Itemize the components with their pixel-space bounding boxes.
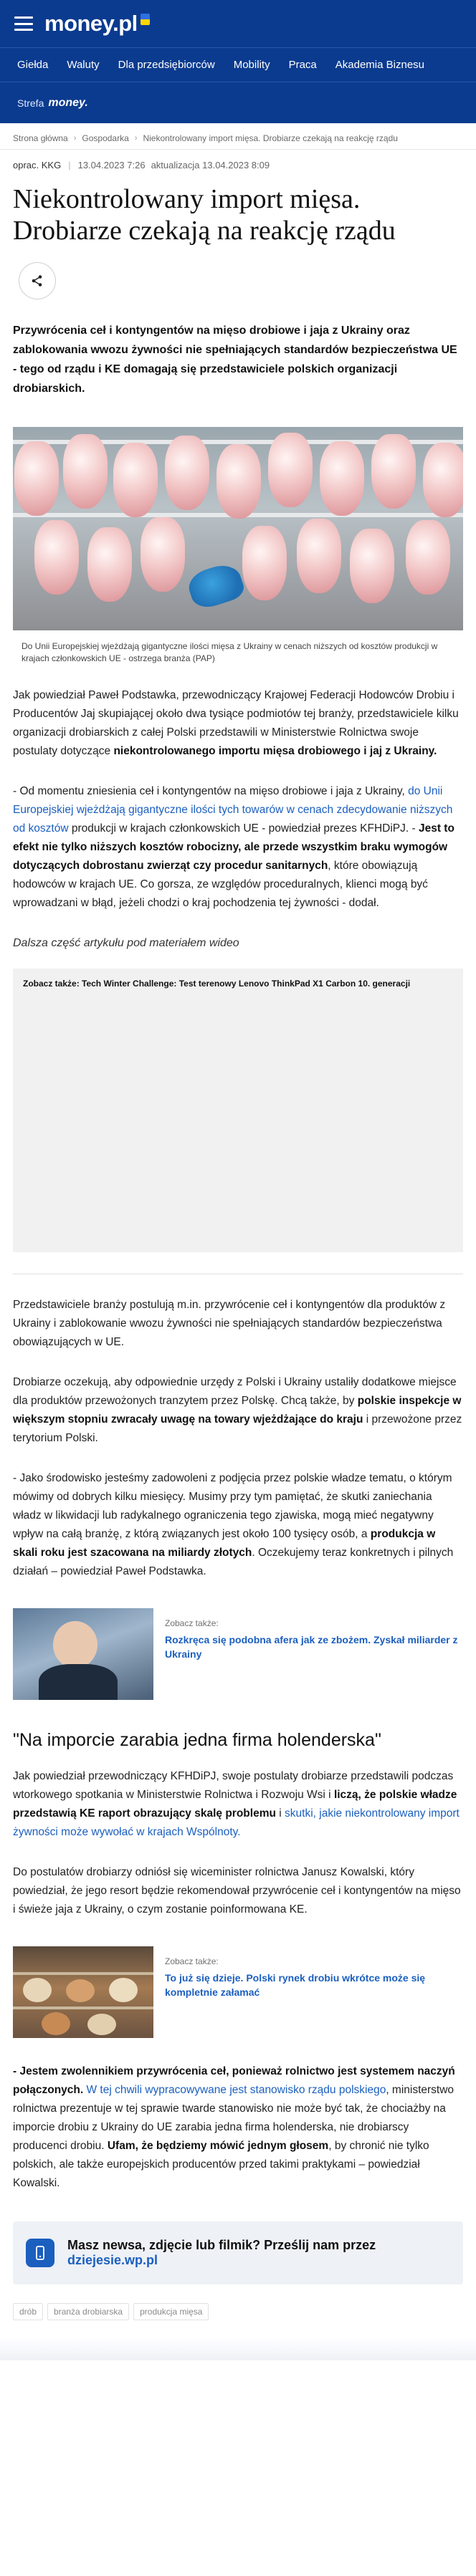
article-author: oprac. KKG: [13, 160, 62, 170]
paragraph-4: Drobiarze oczekują, aby odpowiednie urzędy z Polski i Ukrainy ustaliły dodatkowe miejsce dla produktów przewożonych tranzytem przez Polskę. Chcą także, by polskie inspekcje w większym stopniu zwracały uwagę na towary wjeżdżające do kraju i przewożone przez terytorium Polski.: [13, 1376, 462, 1444]
breadcrumb-gospodarka[interactable]: Gospodarka: [82, 133, 129, 143]
related-article-2[interactable]: [13, 1946, 463, 2038]
paragraph-7: Do postulatów drobiarzy odniósł się wiceminister rolnictwa Janusz Kowalski, który powiedział, że jego resort będzie rekomendował przywrócenie ceł i kontyngentów na mięso i świeże jaja z Ukrainy, o czym zostanie poinformowana KE.: [13, 1866, 461, 1916]
nav-akademia-biznesu[interactable]: Akademia Biznesu: [335, 59, 424, 71]
paragraph-8: - Jestem zwolennikiem przywrócenia ceł, ponieważ rolnictwo jest systemem naczyń połączonych. W tej chwili wypracowywane jest stanowisko rządu polskiego, ministerstwo rolnictwa prezentuje w tej sprawie twarde stanowisko nie może być tak, że chociażby na imporcie drobiu z Ukrainy do UE zarabia jedna firma holenderska, nie drobiarscy producenci drobiu. Ufam, że będziemy mówić jednym głosem, by chronić nie tylko polskich, ale także europejskich producentów przed takimi praktykami – powiedział Kowalski.: [13, 2065, 455, 2189]
top-header: [0, 0, 476, 47]
article-meta: [0, 150, 476, 170]
image-caption: Do Unii Europejskiej wjeżdżają gigantyczne ilości mięsa z Ukrainy w cenach niższych od kosztów produkcji w krajach członkowskich UE - ostrzega branża (PAP): [22, 641, 438, 663]
tag-list: [0, 2303, 476, 2320]
tag-produkcja-miesa[interactable]: produkcja mięsa: [133, 2303, 209, 2320]
tag-branza-drobiarska[interactable]: branża drobiarska: [47, 2303, 129, 2320]
paragraph-5: - Jako środowisko jesteśmy zadowoleni z podjęcia przez polskie władze tematu, o którym mówimy od dobrych kilku miesięcy. Musimy przy tym pamiętać, że skutki zaniechania władz w likwidacji lub radykalnego ograniczenia tego zjawiska, mogą mieć negatywny wpływ na całą branżę, z którą związanych jest około 100 tysięcy osób, a produkcja w skali roku jest szacowana na miliardy złotych. Oczekujemy teraz konkretnych i pilnych działań – powiedział Paweł Podstawka.: [13, 1472, 454, 1577]
article-lead: Przywrócenia ceł i kontyngentów na mięso drobiowe i jaja z Ukrainy oraz zablokowania wwozu żywności nie spełniających standardów bezpieczeństwa UE - tego od rządu i KE domagają się przedstawiciele polskich organizacji drobiarskich.: [13, 325, 457, 395]
share-button[interactable]: [19, 262, 56, 299]
related-label: Zobacz także:: [165, 1956, 219, 1966]
ukraine-flag-icon: [141, 14, 150, 25]
updated-date: aktualizacja 13.04.2023 8:09: [151, 160, 270, 170]
related-image-2: [13, 1946, 153, 2038]
link-skutki-importu[interactable]: skutki, jakie niekontrolowany import żywności może wywołać w krajach Wspólnoty.: [13, 1807, 460, 1838]
breadcrumb-home[interactable]: Strona główna: [13, 133, 68, 143]
video-note: Dalsza część artykułu pod materiałem wideo: [13, 937, 239, 949]
dziejesie-link[interactable]: dziejesie.wp.pl: [67, 2253, 158, 2267]
section-heading: "Na imporcie zarabia jedna firma holenderska": [13, 1730, 381, 1750]
article-title: Niekontrolowany import mięsa. Drobiarze czekają na reakcję rządu: [13, 184, 396, 246]
breadcrumb: [0, 123, 476, 150]
link-gigantyczne-ilosci[interactable]: do Unii Europejskiej wjeżdżają gigantyczne ilości tych towarów w cenach zdecydowanie niższych od kosztów: [13, 785, 453, 835]
nav-waluty[interactable]: Waluty: [67, 59, 100, 71]
share-icon: [31, 274, 44, 287]
logo-text: money.pl: [44, 11, 138, 36]
paragraph-1: Jak powiedział Paweł Podstawka, przewodniczący Krajowej Federacji Hodowców Drobiu i Producentów Jaj skupiającej około dwa tysiące podmiotów tej branży, przedstawiciele kilku organizacji drobiarskich z całej Polski przedstawili w Ministerstwie Rolnictwa swoje postulaty dotyczące niekontrolowanego importu mięsa drobiowego i jaj z Ukrainy.: [13, 689, 459, 757]
related-title: To już się dzieje. Polski rynek drobiu wkrótce może się kompletnie załamać: [165, 1972, 426, 1998]
meta-divider: |: [68, 160, 71, 170]
strefa-logo: money.: [48, 96, 88, 109]
chevron-right-icon: ›: [134, 134, 138, 143]
video-title: Zobacz także: Tech Winter Challenge: Test terenowy Lenovo ThinkPad X1 Carbon 10. generacji: [23, 979, 411, 989]
video-player[interactable]: [13, 969, 463, 1252]
published-date: 13.04.2023 7:26: [77, 160, 146, 170]
news-tip-box: [13, 2221, 463, 2284]
nav-mobility[interactable]: Mobility: [233, 59, 270, 71]
nav-dla-przedsiebiorcow[interactable]: Dla przedsiębiorców: [118, 59, 215, 71]
site-logo[interactable]: [44, 11, 150, 37]
news-tip-text: Masz newsa, zdjęcie lub filmik? Prześlij nam przez dziejesie.wp.pl: [67, 2238, 376, 2267]
nav-praca[interactable]: Praca: [288, 59, 317, 71]
main-navigation: [0, 47, 476, 82]
chevron-right-icon: ›: [73, 134, 77, 143]
link-stanowisko-rzadu[interactable]: W tej chwili wypracowywane jest stanowisko rządu polskiego: [86, 2084, 386, 2096]
related-image-1: [13, 1608, 153, 1700]
phone-camera-icon: [26, 2239, 54, 2267]
related-title: Rozkręca się podobna afera jak ze zbożem. Zyskał miliarder z Ukrainy: [165, 1634, 458, 1660]
article-main-image: [13, 427, 463, 630]
related-label: Zobacz także:: [165, 1618, 219, 1628]
footer-strip: [0, 2337, 476, 2360]
tag-drob[interactable]: drób: [13, 2303, 43, 2320]
related-article-1[interactable]: [13, 1608, 463, 1700]
nav-gielda[interactable]: Giełda: [17, 59, 49, 71]
breadcrumb-current: Niekontrolowany import mięsa. Drobiarze czekają na reakcję rządu: [143, 133, 398, 143]
paragraph-6: Jak powiedział przewodniczący KFHDiPJ, swoje postulaty drobiarze przedstawili podczas wtorkowego spotkania w Ministerstwie Rolnictwa i Rozwoju Wsi i liczą, że polskie władze przedstawią KE raport obrazujący skalę problemu i skutki, jakie niekontrolowany import żywności może wywołać w krajach Wspólnoty.: [13, 1770, 460, 1838]
hamburger-icon[interactable]: [14, 16, 33, 31]
paragraph-3: Przedstawiciele branży postulują m.in. przywrócenie ceł i kontyngentów dla produktów z Ukrainy i zablokowanie wwozu żywności nie spełniających standardów bezpieczeństwa obowiązujących w UE.: [13, 1299, 446, 1348]
strefa-money-link[interactable]: [0, 82, 476, 123]
paragraph-2: - Od momentu zniesienia ceł i kontyngentów na mięso drobiowe i jaja z Ukrainy, do Unii Europejskiej wjeżdżają gigantyczne ilości tych towarów w cenach zdecydowanie niższych od kosztów produkcji w krajach członkowskich UE - powiedział prezes KFHDiPJ. - Jest to efekt nie tylko niższych kosztów robocizny, ale przede wszystkim braku wymogów dotyczących dobrostanu zwierząt czy procedur sanitarnych, które obowiązują hodowców w krajach UE. Co gorsza, ze względów proceduralnych, klienci mogą być wprowadzani w błąd, jeżeli chodzi o kraj pochodzenia tej żywności - dodał.: [13, 785, 454, 909]
strefa-label: Strefa: [17, 97, 44, 109]
